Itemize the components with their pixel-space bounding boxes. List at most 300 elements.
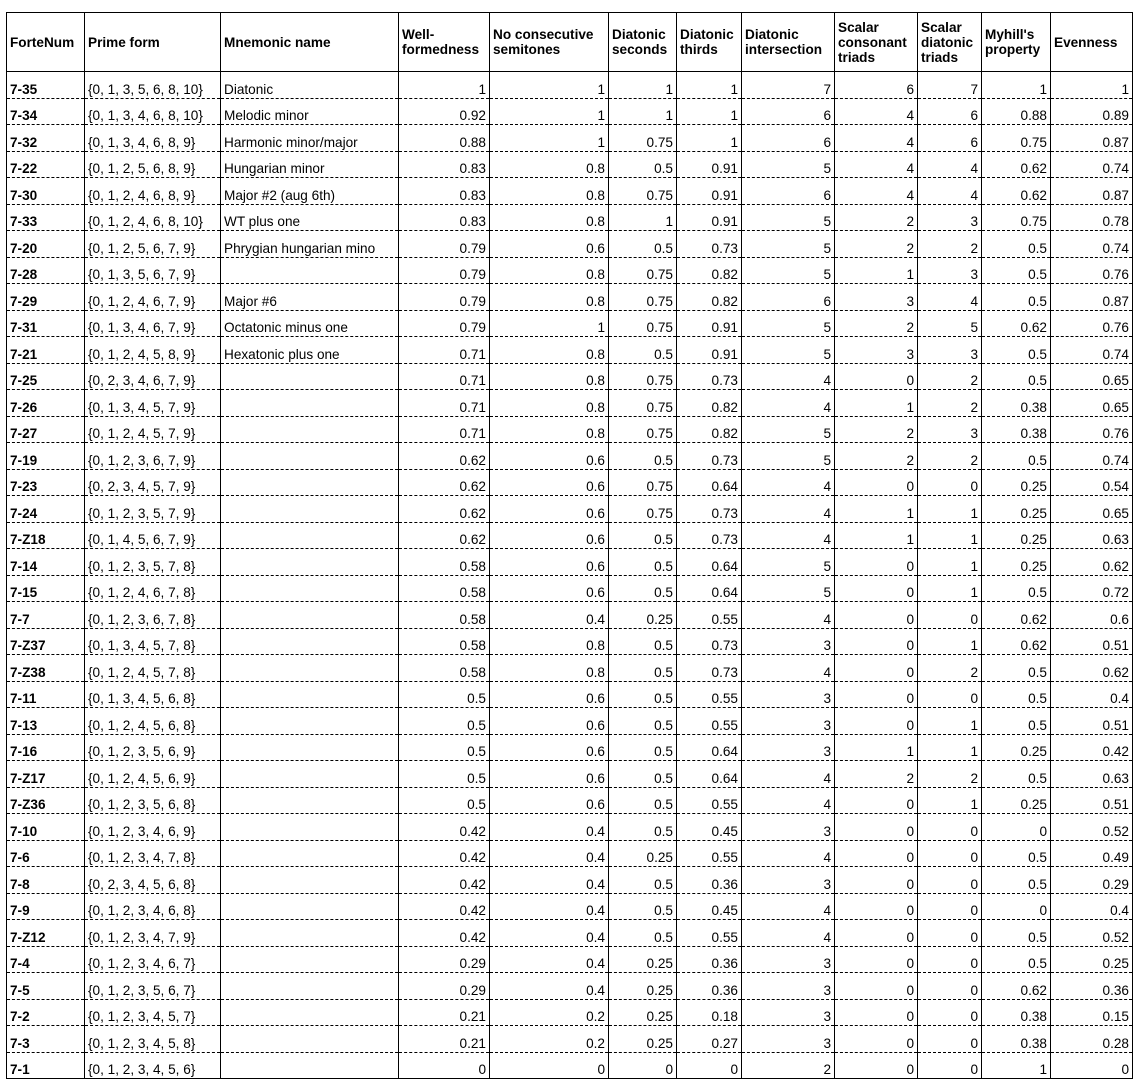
value-cell[interactable]: 0.65 [1051,390,1133,417]
value-cell[interactable]: 0.5 [609,761,677,788]
prime-form-cell[interactable]: {0, 1, 2, 3, 4, 7, 9} [85,920,221,947]
value-cell[interactable]: 6 [835,72,918,99]
value-cell[interactable]: 0.82 [677,257,742,284]
value-cell[interactable]: 1 [918,734,982,761]
value-cell[interactable]: 3 [742,973,835,1000]
value-cell[interactable]: 0.25 [609,840,677,867]
value-cell[interactable]: 7 [918,72,982,99]
value-cell[interactable]: 0.6 [490,787,609,814]
value-cell[interactable]: 4 [742,655,835,682]
value-cell[interactable]: 0.71 [399,363,490,390]
value-cell[interactable]: 0.21 [399,999,490,1026]
value-cell[interactable]: 2 [918,390,982,417]
value-cell[interactable]: 1 [918,708,982,735]
value-cell[interactable]: 0.38 [982,390,1051,417]
value-cell[interactable]: 4 [742,787,835,814]
value-cell[interactable]: 0.42 [399,867,490,894]
value-cell[interactable]: 3 [742,814,835,841]
value-cell[interactable]: 0 [835,999,918,1026]
value-cell[interactable]: 0.5 [609,549,677,576]
value-cell[interactable]: 0.62 [982,602,1051,629]
value-cell[interactable]: 0.62 [982,973,1051,1000]
value-cell[interactable]: 0.29 [399,946,490,973]
value-cell[interactable]: 0.82 [677,390,742,417]
mnemonic-name-cell[interactable]: Major #6 [221,284,399,311]
value-cell[interactable]: 2 [835,416,918,443]
prime-form-cell[interactable]: {0, 1, 3, 5, 6, 8, 10} [85,72,221,99]
value-cell[interactable]: 0.83 [399,151,490,178]
value-cell[interactable]: 0.42 [399,893,490,920]
value-cell[interactable]: 0.5 [982,920,1051,947]
value-cell[interactable]: 1 [918,628,982,655]
value-cell[interactable]: 0.6 [490,734,609,761]
prime-form-cell[interactable]: {0, 1, 2, 4, 6, 7, 9} [85,284,221,311]
value-cell[interactable]: 0.63 [1051,761,1133,788]
mnemonic-name-cell[interactable] [221,363,399,390]
value-cell[interactable]: 0 [835,469,918,496]
value-cell[interactable]: 3 [742,681,835,708]
value-cell[interactable]: 0.75 [609,125,677,152]
prime-form-cell[interactable]: {0, 1, 2, 3, 5, 6, 9} [85,734,221,761]
mnemonic-name-cell[interactable] [221,920,399,947]
value-cell[interactable]: 0.8 [490,284,609,311]
value-cell[interactable]: 0.82 [677,284,742,311]
value-cell[interactable]: 0 [835,946,918,973]
value-cell[interactable]: 0.29 [1051,867,1133,894]
value-cell[interactable]: 0.75 [609,284,677,311]
value-cell[interactable]: 0.91 [677,178,742,205]
value-cell[interactable]: 0.5 [609,575,677,602]
value-cell[interactable]: 0 [835,549,918,576]
value-cell[interactable]: 3 [835,284,918,311]
value-cell[interactable]: 0.8 [490,204,609,231]
value-cell[interactable]: 0 [835,1052,918,1079]
value-cell[interactable]: 6 [742,98,835,125]
value-cell[interactable]: 3 [742,946,835,973]
value-cell[interactable]: 0 [918,1026,982,1053]
prime-form-cell[interactable]: {0, 1, 2, 4, 6, 8, 10} [85,204,221,231]
prime-form-cell[interactable]: {0, 1, 2, 3, 4, 6, 8} [85,893,221,920]
value-cell[interactable]: 0.5 [609,708,677,735]
value-cell[interactable]: 0.36 [677,973,742,1000]
forte-number-cell[interactable]: 7-25 [7,363,85,390]
header-cell[interactable]: Diatonic seconds [609,13,677,72]
value-cell[interactable]: 3 [742,1026,835,1053]
value-cell[interactable]: 0.25 [609,973,677,1000]
value-cell[interactable]: 0.83 [399,178,490,205]
value-cell[interactable]: 0.58 [399,655,490,682]
value-cell[interactable]: 0.8 [490,178,609,205]
forte-number-cell[interactable]: 7-6 [7,840,85,867]
mnemonic-name-cell[interactable] [221,602,399,629]
value-cell[interactable]: 1 [918,496,982,523]
value-cell[interactable]: 0 [835,973,918,1000]
value-cell[interactable]: 0.76 [1051,416,1133,443]
value-cell[interactable]: 4 [835,98,918,125]
value-cell[interactable]: 4 [918,151,982,178]
mnemonic-name-cell[interactable] [221,761,399,788]
forte-number-cell[interactable]: 7-Z37 [7,628,85,655]
value-cell[interactable]: 0.64 [677,734,742,761]
value-cell[interactable]: 0.5 [399,734,490,761]
value-cell[interactable]: 0.55 [677,602,742,629]
value-cell[interactable]: 0.64 [677,549,742,576]
value-cell[interactable]: 0.25 [982,787,1051,814]
value-cell[interactable]: 0 [835,655,918,682]
prime-form-cell[interactable]: {0, 1, 4, 5, 6, 7, 9} [85,522,221,549]
value-cell[interactable]: 2 [918,363,982,390]
value-cell[interactable]: 0.79 [399,231,490,258]
value-cell[interactable]: 0.49 [1051,840,1133,867]
prime-form-cell[interactable]: {0, 1, 2, 3, 5, 7, 9} [85,496,221,523]
forte-number-cell[interactable]: 7-Z12 [7,920,85,947]
value-cell[interactable]: 0.5 [609,734,677,761]
value-cell[interactable]: 0.73 [677,655,742,682]
prime-form-cell[interactable]: {0, 2, 3, 4, 6, 7, 9} [85,363,221,390]
header-cell[interactable]: Well-formedness [399,13,490,72]
value-cell[interactable]: 0.75 [609,496,677,523]
value-cell[interactable]: 0 [918,999,982,1026]
prime-form-cell[interactable]: {0, 1, 2, 3, 5, 6, 8} [85,787,221,814]
value-cell[interactable]: 0.5 [982,708,1051,735]
value-cell[interactable]: 0.51 [1051,787,1133,814]
value-cell[interactable]: 0.79 [399,257,490,284]
value-cell[interactable]: 0.52 [1051,920,1133,947]
value-cell[interactable]: 0.6 [490,469,609,496]
value-cell[interactable]: 0.4 [490,602,609,629]
value-cell[interactable]: 0.8 [490,151,609,178]
value-cell[interactable]: 0.4 [490,893,609,920]
prime-form-cell[interactable]: {0, 1, 3, 4, 6, 8, 10} [85,98,221,125]
value-cell[interactable]: 0.91 [677,337,742,364]
value-cell[interactable]: 0.75 [609,469,677,496]
value-cell[interactable]: 2 [835,231,918,258]
value-cell[interactable]: 0.25 [982,496,1051,523]
value-cell[interactable]: 0.5 [609,151,677,178]
value-cell[interactable]: 1 [835,390,918,417]
value-cell[interactable]: 0.6 [490,761,609,788]
prime-form-cell[interactable]: {0, 1, 2, 3, 5, 6, 7} [85,973,221,1000]
value-cell[interactable]: 0.6 [490,549,609,576]
prime-form-cell[interactable]: {0, 1, 2, 5, 6, 7, 9} [85,231,221,258]
value-cell[interactable]: 0.74 [1051,231,1133,258]
value-cell[interactable]: 0.4 [490,814,609,841]
value-cell[interactable]: 0.79 [399,284,490,311]
value-cell[interactable]: 0.55 [677,681,742,708]
value-cell[interactable]: 0 [835,920,918,947]
forte-number-cell[interactable]: 7-7 [7,602,85,629]
mnemonic-name-cell[interactable] [221,867,399,894]
value-cell[interactable]: 1 [609,72,677,99]
value-cell[interactable]: 0.75 [609,178,677,205]
forte-number-cell[interactable]: 7-10 [7,814,85,841]
value-cell[interactable]: 0.73 [677,443,742,470]
value-cell[interactable]: 0.25 [982,734,1051,761]
prime-form-cell[interactable]: {0, 1, 2, 5, 6, 8, 9} [85,151,221,178]
value-cell[interactable]: 0.38 [982,999,1051,1026]
mnemonic-name-cell[interactable] [221,496,399,523]
value-cell[interactable]: 0.88 [982,98,1051,125]
value-cell[interactable]: 0.45 [677,814,742,841]
value-cell[interactable]: 3 [918,337,982,364]
mnemonic-name-cell[interactable] [221,681,399,708]
forte-number-cell[interactable]: 7-Z38 [7,655,85,682]
value-cell[interactable]: 0.25 [609,946,677,973]
value-cell[interactable]: 0.25 [982,549,1051,576]
value-cell[interactable]: 0.51 [1051,628,1133,655]
value-cell[interactable]: 0 [835,602,918,629]
value-cell[interactable]: 0 [835,1026,918,1053]
value-cell[interactable]: 2 [918,761,982,788]
forte-number-cell[interactable]: 7-Z17 [7,761,85,788]
value-cell[interactable]: 0.62 [1051,549,1133,576]
mnemonic-name-cell[interactable] [221,893,399,920]
value-cell[interactable]: 3 [742,708,835,735]
value-cell[interactable]: 0.62 [982,178,1051,205]
value-cell[interactable]: 3 [742,628,835,655]
value-cell[interactable]: 0.91 [677,310,742,337]
value-cell[interactable]: 1 [982,72,1051,99]
value-cell[interactable]: 0.5 [982,257,1051,284]
value-cell[interactable]: 0.58 [399,575,490,602]
forte-number-cell[interactable]: 7-24 [7,496,85,523]
value-cell[interactable]: 6 [742,125,835,152]
value-cell[interactable]: 0.6 [490,522,609,549]
value-cell[interactable]: 0.54 [1051,469,1133,496]
value-cell[interactable]: 0.5 [609,522,677,549]
forte-number-cell[interactable]: 7-30 [7,178,85,205]
value-cell[interactable]: 1 [835,496,918,523]
header-cell[interactable]: Diatonic intersection [742,13,835,72]
value-cell[interactable]: 0.5 [982,946,1051,973]
value-cell[interactable]: 0.5 [399,787,490,814]
value-cell[interactable]: 4 [742,840,835,867]
value-cell[interactable]: 5 [742,549,835,576]
forte-number-cell[interactable]: 7-3 [7,1026,85,1053]
value-cell[interactable]: 5 [742,575,835,602]
prime-form-cell[interactable]: {0, 1, 2, 4, 6, 8, 9} [85,178,221,205]
value-cell[interactable]: 0 [982,814,1051,841]
value-cell[interactable]: 1 [490,98,609,125]
value-cell[interactable]: 0.25 [982,522,1051,549]
value-cell[interactable]: 0.5 [609,893,677,920]
forte-number-cell[interactable]: 7-13 [7,708,85,735]
value-cell[interactable]: 0 [835,708,918,735]
value-cell[interactable]: 0.6 [1051,602,1133,629]
value-cell[interactable]: 0.5 [609,867,677,894]
value-cell[interactable]: 0.25 [1051,946,1133,973]
value-cell[interactable]: 4 [742,602,835,629]
value-cell[interactable]: 4 [742,920,835,947]
value-cell[interactable]: 0.25 [609,999,677,1026]
value-cell[interactable]: 0.6 [490,231,609,258]
value-cell[interactable]: 0.5 [982,231,1051,258]
value-cell[interactable]: 0.92 [399,98,490,125]
forte-number-cell[interactable]: 7-31 [7,310,85,337]
value-cell[interactable]: 3 [742,867,835,894]
prime-form-cell[interactable]: {0, 1, 2, 3, 4, 5, 6} [85,1052,221,1079]
value-cell[interactable]: 0.5 [982,840,1051,867]
value-cell[interactable]: 0.55 [677,840,742,867]
value-cell[interactable]: 0 [918,867,982,894]
value-cell[interactable]: 1 [677,125,742,152]
value-cell[interactable]: 0.4 [490,920,609,947]
value-cell[interactable]: 0.73 [677,496,742,523]
value-cell[interactable]: 3 [835,337,918,364]
value-cell[interactable]: 0.2 [490,999,609,1026]
value-cell[interactable]: 0 [1051,1052,1133,1079]
value-cell[interactable]: 0.58 [399,628,490,655]
value-cell[interactable]: 0 [490,1052,609,1079]
value-cell[interactable]: 1 [677,72,742,99]
prime-form-cell[interactable]: {0, 1, 2, 3, 4, 7, 8} [85,840,221,867]
value-cell[interactable]: 1 [835,734,918,761]
value-cell[interactable]: 0.36 [677,946,742,973]
value-cell[interactable]: 1 [609,204,677,231]
forte-number-cell[interactable]: 7-11 [7,681,85,708]
prime-form-cell[interactable]: {0, 1, 2, 3, 6, 7, 9} [85,443,221,470]
value-cell[interactable]: 0.88 [399,125,490,152]
value-cell[interactable]: 0.5 [982,655,1051,682]
value-cell[interactable]: 6 [918,125,982,152]
value-cell[interactable]: 0.75 [609,416,677,443]
mnemonic-name-cell[interactable]: Diatonic [221,72,399,99]
mnemonic-name-cell[interactable]: WT plus one [221,204,399,231]
value-cell[interactable]: 0.6 [490,681,609,708]
mnemonic-name-cell[interactable] [221,1052,399,1079]
mnemonic-name-cell[interactable] [221,840,399,867]
forte-number-cell[interactable]: 7-19 [7,443,85,470]
value-cell[interactable]: 0.5 [982,363,1051,390]
value-cell[interactable]: 4 [835,151,918,178]
value-cell[interactable]: 0.62 [399,522,490,549]
value-cell[interactable]: 0.21 [399,1026,490,1053]
value-cell[interactable]: 0.4 [490,867,609,894]
value-cell[interactable]: 5 [742,204,835,231]
value-cell[interactable]: 0.5 [609,628,677,655]
value-cell[interactable]: 1 [918,549,982,576]
mnemonic-name-cell[interactable] [221,469,399,496]
mnemonic-name-cell[interactable] [221,946,399,973]
value-cell[interactable]: 1 [490,72,609,99]
forte-number-cell[interactable]: 7-33 [7,204,85,231]
prime-form-cell[interactable]: {0, 1, 2, 4, 5, 6, 8} [85,708,221,735]
prime-form-cell[interactable]: {0, 1, 3, 4, 5, 6, 8} [85,681,221,708]
value-cell[interactable]: 0.62 [982,628,1051,655]
value-cell[interactable]: 0 [918,602,982,629]
value-cell[interactable]: 0 [918,893,982,920]
value-cell[interactable]: 0 [918,681,982,708]
value-cell[interactable]: 1 [609,98,677,125]
value-cell[interactable]: 0 [835,363,918,390]
forte-number-cell[interactable]: 7-29 [7,284,85,311]
value-cell[interactable]: 0 [835,681,918,708]
mnemonic-name-cell[interactable] [221,787,399,814]
value-cell[interactable]: 0.5 [399,708,490,735]
prime-form-cell[interactable]: {0, 1, 2, 3, 4, 5, 8} [85,1026,221,1053]
value-cell[interactable]: 0.71 [399,337,490,364]
value-cell[interactable]: 0 [918,814,982,841]
value-cell[interactable]: 5 [742,257,835,284]
value-cell[interactable]: 0.5 [982,337,1051,364]
mnemonic-name-cell[interactable]: Major #2 (aug 6th) [221,178,399,205]
value-cell[interactable]: 6 [742,284,835,311]
value-cell[interactable]: 0 [835,893,918,920]
mnemonic-name-cell[interactable] [221,390,399,417]
value-cell[interactable]: 0.62 [982,310,1051,337]
mnemonic-name-cell[interactable] [221,655,399,682]
prime-form-cell[interactable]: {0, 1, 2, 3, 4, 6, 7} [85,946,221,973]
prime-form-cell[interactable]: {0, 2, 3, 4, 5, 7, 9} [85,469,221,496]
value-cell[interactable]: 0 [918,920,982,947]
prime-form-cell[interactable]: {0, 1, 3, 5, 6, 7, 9} [85,257,221,284]
header-cell[interactable]: Evenness [1051,13,1133,72]
value-cell[interactable]: 6 [918,98,982,125]
value-cell[interactable]: 4 [742,390,835,417]
value-cell[interactable]: 0.72 [1051,575,1133,602]
value-cell[interactable]: 5 [918,310,982,337]
forte-number-cell[interactable]: 7-34 [7,98,85,125]
value-cell[interactable]: 4 [835,125,918,152]
header-cell[interactable]: Myhill's property [982,13,1051,72]
forte-number-cell[interactable]: 7-1 [7,1052,85,1079]
value-cell[interactable]: 2 [918,443,982,470]
value-cell[interactable]: 0.87 [1051,178,1133,205]
value-cell[interactable]: 0.64 [677,761,742,788]
header-cell[interactable]: Diatonic thirds [677,13,742,72]
value-cell[interactable]: 0 [918,946,982,973]
value-cell[interactable]: 0 [835,575,918,602]
value-cell[interactable]: 0 [399,1052,490,1079]
value-cell[interactable]: 0.5 [982,284,1051,311]
value-cell[interactable]: 0.36 [1051,973,1133,1000]
prime-form-cell[interactable]: {0, 1, 3, 4, 6, 8, 9} [85,125,221,152]
value-cell[interactable]: 0.71 [399,416,490,443]
value-cell[interactable]: 0.5 [609,443,677,470]
value-cell[interactable]: 1 [490,125,609,152]
value-cell[interactable]: 0.4 [1051,681,1133,708]
value-cell[interactable]: 0.5 [399,681,490,708]
prime-form-cell[interactable]: {0, 1, 2, 4, 5, 7, 9} [85,416,221,443]
value-cell[interactable]: 0.75 [609,363,677,390]
value-cell[interactable]: 0.74 [1051,443,1133,470]
mnemonic-name-cell[interactable] [221,628,399,655]
value-cell[interactable]: 4 [835,178,918,205]
value-cell[interactable]: 0.5 [982,443,1051,470]
mnemonic-name-cell[interactable] [221,549,399,576]
value-cell[interactable]: 0.79 [399,310,490,337]
mnemonic-name-cell[interactable]: Hexatonic plus one [221,337,399,364]
value-cell[interactable]: 4 [742,496,835,523]
value-cell[interactable]: 0.4 [1051,893,1133,920]
value-cell[interactable]: 0.74 [1051,337,1133,364]
prime-form-cell[interactable]: {0, 1, 2, 4, 6, 7, 8} [85,575,221,602]
value-cell[interactable]: 0.5 [982,867,1051,894]
prime-form-cell[interactable]: {0, 1, 3, 4, 5, 7, 9} [85,390,221,417]
value-cell[interactable]: 0.45 [677,893,742,920]
value-cell[interactable]: 0.73 [677,363,742,390]
value-cell[interactable]: 0.75 [609,390,677,417]
forte-number-cell[interactable]: 7-35 [7,72,85,99]
value-cell[interactable]: 4 [918,284,982,311]
value-cell[interactable]: 0.52 [1051,814,1133,841]
value-cell[interactable]: 1 [399,72,490,99]
value-cell[interactable]: 3 [918,257,982,284]
forte-number-cell[interactable]: 7-5 [7,973,85,1000]
value-cell[interactable]: 0.25 [609,602,677,629]
value-cell[interactable]: 0 [835,814,918,841]
mnemonic-name-cell[interactable] [221,575,399,602]
